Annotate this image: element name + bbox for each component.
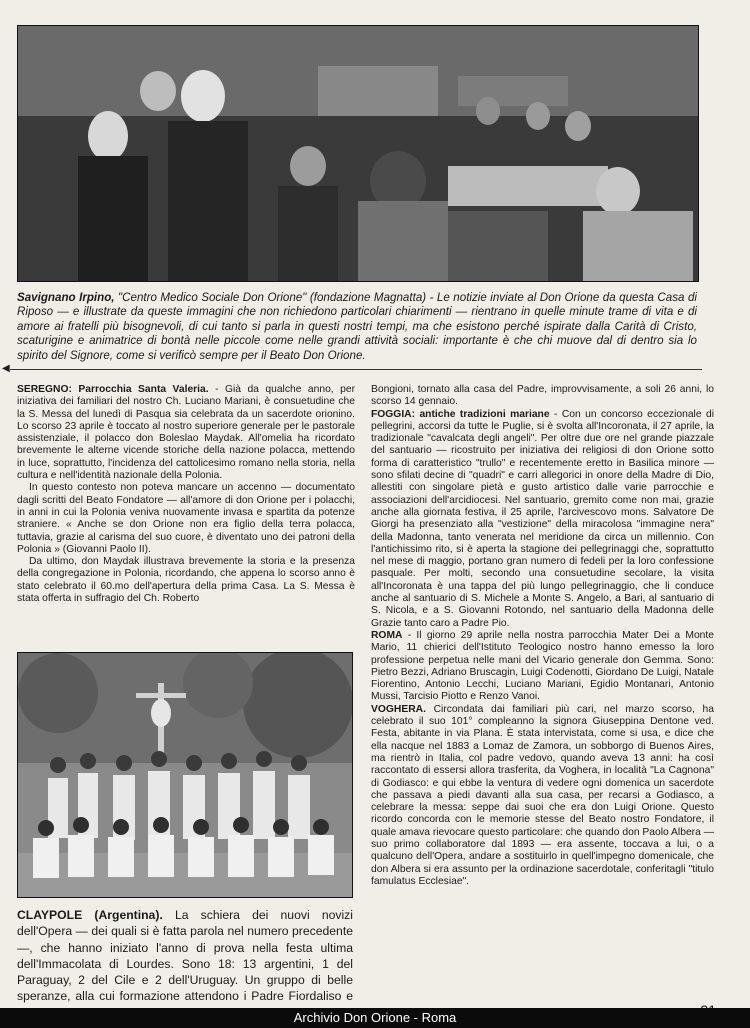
- claypole-text: La schiera dei nuovi novizi dell'Opera — dei quali si è fatta parola nel numero precedente —, che hanno iniziato l'anno di prova nella festa ultima dell'Immacolata di Lourdes. Sono 18: 13 argentini, 1 del Paraguay, 2 del Cile e 2 dell'Uruguay. Un gruppo di belle speranze, alla cui formazione attendono i Padre Fiordaliso e: [17, 908, 353, 1004]
- roma-article: [371, 630, 714, 704]
- roma-text: - Il giorno 29 aprile nella nostra parrocchia Mater Dei a Monte Mario, 11 chierici dell'Istituto Teologico nostro hanno emesso la loro professione perpetua nelle mani del Vicario generale don Gemma. Sono: Pietro Bezzi, Adriano Bruscagin, Luigi Codenotti, Giordano De Luigi, Natale Fiorentino, Antonio Lecchi, Luciano Mariani, Egidio Montanari, Antonio Mussi, Tarcisio Piotto e Renzo Vanoi.: [371, 629, 714, 703]
- seregno-p2: In questo contesto non poteva mancare un accenno — documentato dagli scritti del Beato Fondatore — all'amore di don Orione per i polacchi, in anni in cui la Polonia veniva nuovamente invasa e spartita da potenze straniere. « Anche se don Orione non era figlio della terra polacca, tuttavia, grazie al carisma del suo cuore, è diventato uno dei patroni della Polonia » (Giovanni Paolo II).: [17, 482, 355, 555]
- archive-footer: Archivio Don Orione - Roma: [0, 1008, 750, 1028]
- voghera-article: [371, 704, 714, 888]
- caption-place: Savignano Irpino,: [17, 291, 115, 304]
- left-column: [17, 384, 355, 605]
- photo-novices-group-icon: [18, 653, 352, 897]
- top-photo: [17, 25, 699, 282]
- foggia-heading: FOGGIA: antiche tradizioni mariane: [371, 408, 550, 420]
- top-photo-caption: [17, 291, 697, 363]
- voghera-text: Circondata dai familiari più cari, nel marzo scorso, ha celebrato il suo 101° compleanno la signora Giuseppina Dentone ved. Festa, abitante in via Plana. È stata intervistata, come si usa, e dice che ella nacque nel 1883 a Lomaz de Zamora, un sobborgo di Buenos Aires, ma rientrò in Italia, col padre vedovo, quando aveva 13 anni: ha così raccontato di essersi allora trasferita, da Voghera, in località "La Cagnona" di Godiasco: e qui ebbe la ventura di vedere ogni domenica un sacerdote che passava a piedi davanti alla sua casa, per recarsi a Godiasco, a celebrare la messa: seppe dai suoi che era don Luigi Orione. Questo ricordo concorda con le memorie stesse del Beato nostro Fondatore, il quale amava rievocare questo particolare: che quando don Paolo Albera — suo primo collaboratore dal 1893 — era assente, toccava a lui, o a qualcuno dell'Opera, andare a sostituirlo in quell'impegno domenicale, che don Albera si era assunto per la ordinazione sacerdotale, conferitagli "titulo famulatus Ecclesiae".: [371, 703, 714, 887]
- seregno-article: [17, 384, 355, 482]
- foggia-article: [371, 409, 714, 630]
- seregno-p3: Da ultimo, don Maydak illustrava brevemente la storia e la presenza della congregazione in Polonia, ricordando, che appena lo scorso anno è stato celebrato il 60.mo dell'apertura della prima Casa. La S. Messa è stata offerta in suffragio del Ch. Roberto: [17, 556, 355, 605]
- bottom-photo: [17, 652, 353, 898]
- caption-text: "Centro Medico Sociale Don Orione" (fondazione Magnatta) - Le notizie inviate al Don Orione da questa Casa di Riposo — e illustrate da queste immagini che non richiedono particolari chiarimenti — rientrano in quelle minute trame di vita e di amore ai fratelli più bisognevoli, di cui tanto si parla in questi nostri tempi, ma che esistono perché ispirate dalla Carità di Cristo, scaturigine e animatrice di bontà nelle piccole come nelle grandi attività sociali: importante è che chi muove dal di dentro sia lo spirito del Signore, come si verificò sempre per il Beato Don Orione.: [17, 291, 697, 362]
- seregno-p1: - Già da qualche anno, per iniziativa dei familiari del nostro Ch. Luciano Mariani, è consuetudine che la S. Messa del lunedì di Pasqua sia celebrata da un sacerdote orionino. Lo scorso 23 aprile è toccato al nostro superiore generale per le pastorale assistenziale, il polacco don Boleslao Maydak. All'omelia ha ricordato brevemente le alterne vicende storiche della nazione polacca, mettendo in luce, soprattutto, l'incidenza del cattolicesimo romano nella storia, nella cultura e nell'identità nazionale della Polonia.: [17, 384, 355, 482]
- photo-group-celebration-icon: [18, 26, 698, 281]
- right-column: [371, 384, 714, 888]
- seregno-continuation: Bongioni, tornato alla casa del Padre, improvvisamente, a soli 26 anni, lo scorso 14 gennaio.: [371, 384, 714, 408]
- claypole-heading: CLAYPOLE (Argentina).: [17, 908, 163, 922]
- foggia-text: - Con un concorso eccezionale di pellegrini, accorsi da tutte le Puglie, si è svolta all'Incoronata, il 27 aprile, la tradizionale "cavalcata degli angeli". Per oltre due ore nel grande piazzale del santuario — ricostruito per iniziativa dei religiosi di don Orione sotto forma di caratteristico "trullo" e recentemente eretto in Basilica minore — sono sfilati decine di "quadri" e carri allegorici in onore della Madre di Dio, allestiti con singolare pietà e gusto artistico dalle varie parrocchie e associazioni dell'arcidiocesi. Nel santuario, gremito come non mai, grazie anche alla giornata festiva, il 25 aprile, l'arcivescovo mons. Salvatore De Giorgi ha presenziato alla "vestizione" della miracolosa "immagine nera" della Madonna, tanto venerata nel meridione da circa un millennio. Con l'antichissimo rito, si è aperta la stagione dei pellegrinaggi che, soprattutto nel mese di maggio, portano gran numero di fedeli per la loro confessione pasquale. Per molti, secondo una consuetudine secolare, la visita all'Incoronata è una tappa del più lungo pellegrinaggio, che li conduce anche al santuario di S. Michele a Monte S. Angelo, a Bari, al santuario di S. Nicola, e a S. Giovanni Rotondo, nel santuario della Madonna delle Grazie tanto caro a Padre Pio.: [371, 408, 714, 629]
- divider: [10, 369, 702, 370]
- arrow-left-icon: ◀: [2, 363, 10, 374]
- bottom-photo-caption: [17, 907, 353, 1021]
- voghera-heading: VOGHERA.: [371, 703, 426, 715]
- seregno-heading: SEREGNO: Parrocchia Santa Valeria.: [17, 384, 209, 395]
- roma-heading: ROMA: [371, 629, 403, 641]
